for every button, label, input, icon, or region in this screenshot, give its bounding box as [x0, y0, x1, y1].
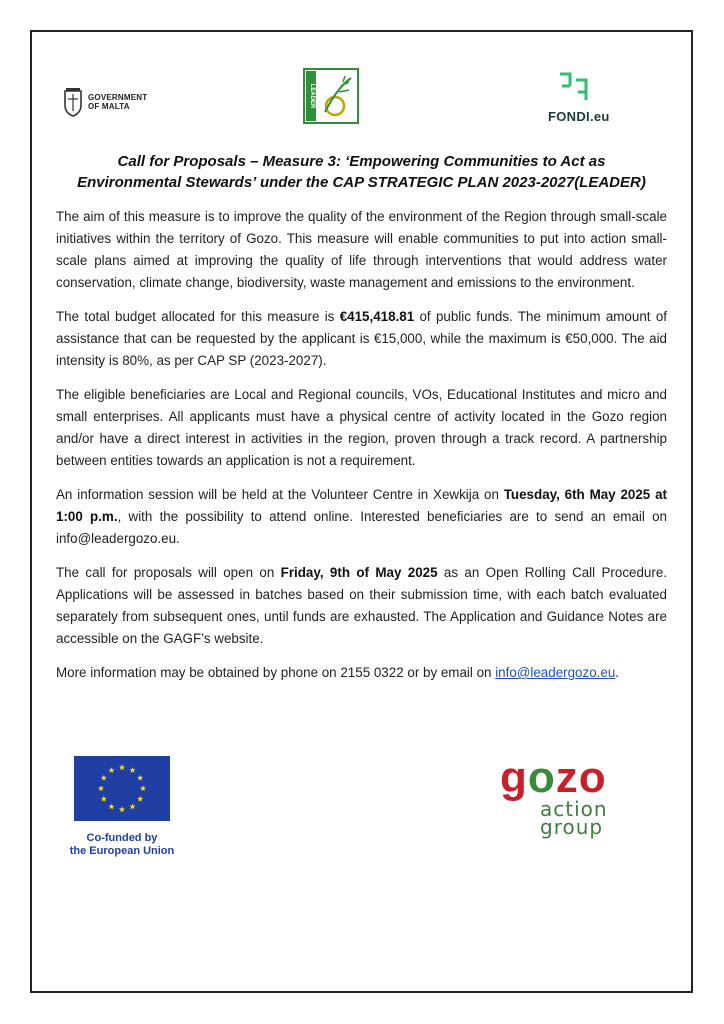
gozo-letter-z: z: [555, 753, 579, 802]
document-title-line2: Environmental Stewards’ under the CAP STRATEGIC PLAN 2023-2027(LEADER): [77, 174, 646, 191]
budget-text-end: of public funds. The minimum amount of assistance that can be requested by the applicant is €15,000, while the maximum is €50,000. The aid intensity is 80%, as per CAP SP (2023-2027).: [56, 309, 667, 368]
fondi-arrows-icon: [548, 70, 618, 106]
paragraph-call-opening: [56, 562, 667, 650]
fondi-eu-logo: [548, 70, 618, 124]
malta-coat-of-arms-icon: [62, 87, 84, 117]
paragraph-contact: [56, 662, 667, 684]
document-body: [56, 206, 667, 696]
government-of-malta-logo: [62, 72, 162, 132]
info-session-text-end: , with the possibility to attend online. Interested beneficiaries are to send an email on info@leadergozo.eu.: [56, 509, 667, 546]
call-opening-text-end: as an Open Rolling Call Procedure. Applications will be assessed in batches based on their submission time, with each batch evaluated separately from subsequent ones, until funds are exhausted. The Application and Guidance Notes are accessible on the GAGF’s website.: [56, 565, 667, 646]
gozo-letter-o2: o: [578, 753, 607, 802]
budget-amount: €415,418.81: [339, 309, 415, 324]
eu-cofunded-logo: [66, 756, 206, 858]
eu-caption-line2: the European Union: [69, 845, 175, 857]
call-opening-text-start: The call for proposals will open on: [56, 565, 281, 580]
fondi-logo-label: FONDI.eu: [548, 109, 610, 124]
paragraph-info-session: [56, 484, 667, 550]
gozo-letter-o1: o: [527, 753, 556, 802]
government-logo-line2: OF MALTA: [88, 102, 130, 111]
contact-text-end: .: [615, 665, 619, 680]
paragraph-aim: The aim of this measure is to improve the quality of the environment of the Region through small-scale initiatives within the territory of Gozo. This measure will enable communities to put into action small-scale plans aimed at improving the quality of life through interventions that would address water conservation, climate change, biodiversity, waste management and emissions to the environment.: [56, 209, 667, 290]
budget-text-start: The total budget allocated for this measure is: [56, 309, 340, 324]
gozo-logo-group: group: [540, 815, 604, 839]
government-logo-line1: GOVERNMENT: [88, 93, 148, 102]
info-session-date: Tuesday, 6th May 2025 at 1:00 p.m.: [56, 487, 667, 524]
paragraph-budget: [56, 306, 667, 372]
paragraph-eligibility: The eligible beneficiaries are Local and Regional councils, VOs, Educational Institutes and micro and small enterprises. All applicants must have a physical centre of activity located in the Gozo region and/or have a direct interest in activities in the region, proven through a track record. A partnership between entities towards an application is not a requirement.: [56, 387, 667, 468]
gozo-letter-g: g: [500, 753, 528, 802]
eu-flag-icon: [74, 756, 170, 821]
eu-caption-line1: Co-funded by: [86, 832, 158, 844]
info-session-text-start: An information session will be held at the Volunteer Centre in Xewkija on: [56, 487, 504, 502]
contact-text-start: More information may be obtained by phone on 2155 0322 or by email on: [56, 665, 496, 680]
leader-logo-label: LEADER: [309, 83, 315, 109]
gozo-action-group-logo: [500, 753, 630, 846]
document-title-line1: Call for Proposals – Measure 3: ‘Empowering Communities to Act as: [117, 153, 606, 170]
document-title: [56, 151, 667, 193]
contact-email-link[interactable]: info@leadergozo.eu: [495, 665, 616, 680]
leader-logo: [303, 68, 359, 124]
gozo-logo-word: [500, 753, 630, 802]
gozo-logo-action: action: [540, 797, 608, 821]
call-opening-date: Friday, 9th of May 2025: [280, 565, 438, 580]
